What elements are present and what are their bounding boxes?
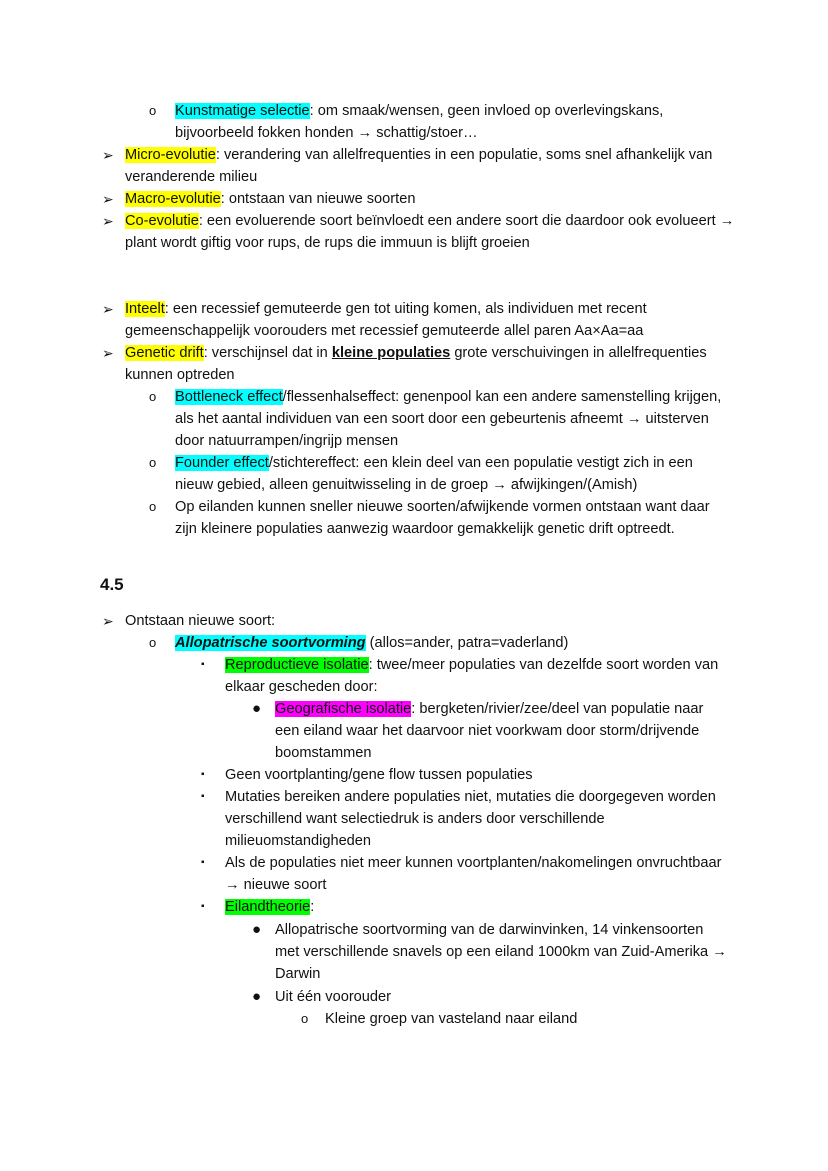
item-text: : ontstaan van nieuwe soorten [220, 191, 416, 207]
square-bullet-icon: ▪ [201, 857, 205, 868]
item-text: : verschijnsel dat in [203, 345, 332, 361]
list-item-founder-effect [175, 452, 735, 496]
item-text: Als de populaties niet meer kunnen voortplanten/nakomelingen onvruchtbaar → nieuwe soort [225, 855, 722, 893]
list-item-genetic-drift [125, 342, 735, 386]
list-item-inteelt [125, 298, 735, 342]
list-item-allopatrische-soortvorming [175, 632, 735, 654]
circle-bullet-icon: o [301, 1011, 309, 1026]
term-highlight: Reproductieve isolatie [225, 657, 369, 673]
arrow-bullet-icon: ➢ [102, 301, 114, 317]
item-text: Kleine groep van vasteland naar eiland [325, 1011, 578, 1027]
term-highlight: Genetic drift [125, 345, 204, 361]
item-text: Allopatrische soortvorming van de darwinvinken, 14 vinkensoorten met verschillende snavels op een eiland 1000km van Zuid-Amerika → Darwin [275, 922, 727, 982]
square-bullet-icon: ▪ [201, 659, 205, 670]
list-item-micro-evolutie [125, 144, 735, 188]
item-text: : verandering van allelfrequenties in een populatie, soms snel afhankelijk van veranderende milieu [125, 147, 713, 185]
list-item-kleine-groep [325, 1008, 745, 1030]
item-text: /flessenhalseffect: genenpool kan een andere samenstelling krijgen, als het aantal individuen van een soort door een gebeurtenis afneemt → uitsterven door natuurrampen/ingrijp mensen [175, 389, 722, 449]
term-highlight: Macro-evolutie [125, 191, 221, 207]
circle-bullet-icon: o [149, 389, 157, 404]
item-text: Uit één voorouder [275, 989, 392, 1005]
term-highlight: Co-evolutie [125, 213, 199, 229]
list-item-reproductieve-isolatie [225, 654, 730, 698]
section-heading: 4.5 [100, 575, 124, 594]
item-text: : twee/meer populaties van dezelfde soort worden van elkaar gescheden door: [225, 657, 719, 695]
item-text: : een recessief gemuteerde gen tot uiting komen, als individuen met recent gemeenschappelijk voorouders met recessief gemuteerde allel paren Aa×Aa=aa [125, 301, 647, 339]
disc-bullet-icon: ● [252, 988, 262, 1005]
list-item-ontstaan-nieuwe-soort [125, 610, 735, 632]
term-highlight: Allopatrische soortvorming [175, 635, 366, 651]
square-bullet-icon: ▪ [201, 901, 205, 912]
list-item-kunstmatige-selectie [175, 100, 735, 144]
term-highlight: Founder effect [175, 455, 269, 471]
term-highlight: Eilandtheorie [225, 899, 311, 915]
item-text: grote verschuivingen in allelfrequenties kunnen optreden [125, 345, 707, 383]
arrow-bullet-icon: ➢ [102, 345, 114, 361]
list-item-co-evolutie [125, 210, 735, 254]
circle-bullet-icon: o [149, 635, 157, 650]
disc-bullet-icon: ● [252, 700, 262, 717]
item-text: : [310, 899, 315, 915]
term-highlight: Bottleneck effect [175, 389, 283, 405]
list-item-macro-evolutie [125, 188, 735, 210]
circle-bullet-icon: o [149, 499, 157, 514]
item-text: /stichtereffect: een klein deel van een populatie vestigt zich in een nieuw gebied, alleen genuitwisseling in de groep → afwijkingen/(Amish) [175, 455, 693, 493]
term-highlight: Micro-evolutie [125, 147, 216, 163]
list-item-darwinvinken [275, 919, 730, 985]
term-highlight: Geografische isolatie [275, 701, 412, 717]
list-item-mutaties [225, 786, 730, 852]
item-text: : bergketen/rivier/zee/deel van populatie naar een eiland waar het daarvoor niet voorkwam door storm/drijvende boomstammen [275, 701, 704, 761]
list-item-eilanden [175, 496, 735, 540]
item-text: (allos=ander, patra=vaderland) [365, 635, 569, 651]
arrow-bullet-icon: ➢ [102, 191, 114, 207]
list-item-geografische-isolatie [275, 698, 730, 764]
item-text: Ontstaan nieuwe soort: [125, 613, 276, 629]
item-text: : om smaak/wensen, geen invloed op overlevingskans, bijvoorbeeld fokken honden → schattig/stoer… [175, 103, 664, 141]
arrow-bullet-icon: ➢ [102, 613, 114, 629]
list-item-als-de-populaties [225, 852, 730, 896]
list-item-uit-een-voorouder [275, 986, 730, 1008]
arrow-bullet-icon: ➢ [102, 147, 114, 163]
item-text: Op eilanden kunnen sneller nieuwe soorten/afwijkende vormen ontstaan want daar zijn kleinere populaties aanwezig waardoor gemakkelijk genetic drift optreedt. [175, 499, 710, 537]
term-highlight: Kunstmatige selectie [175, 103, 310, 119]
list-item-geen-voortplanting [225, 764, 730, 786]
circle-bullet-icon: o [149, 103, 157, 118]
list-item-eilandtheorie [225, 896, 730, 918]
item-text: : een evoluerende soort beïnvloedt een andere soort die daardoor ook evolueert → plant wordt giftig voor rups, de rups die immuun is blijft groeien [125, 213, 735, 251]
arrow-bullet-icon: ➢ [102, 213, 114, 229]
term-highlight: Inteelt [125, 301, 165, 317]
emphasis-text: kleine populaties [331, 345, 451, 361]
list-item-bottleneck-effect [175, 386, 735, 452]
item-text: Mutaties bereiken andere populaties niet, mutaties die doorgegeven worden verschillend want selectiedruk is anders door verschillende milieuomstandigheden [225, 789, 716, 849]
item-text: Geen voortplanting/gene flow tussen populaties [225, 767, 533, 783]
circle-bullet-icon: o [149, 455, 157, 470]
square-bullet-icon: ▪ [201, 791, 205, 802]
disc-bullet-icon: ● [252, 921, 262, 938]
square-bullet-icon: ▪ [201, 769, 205, 780]
